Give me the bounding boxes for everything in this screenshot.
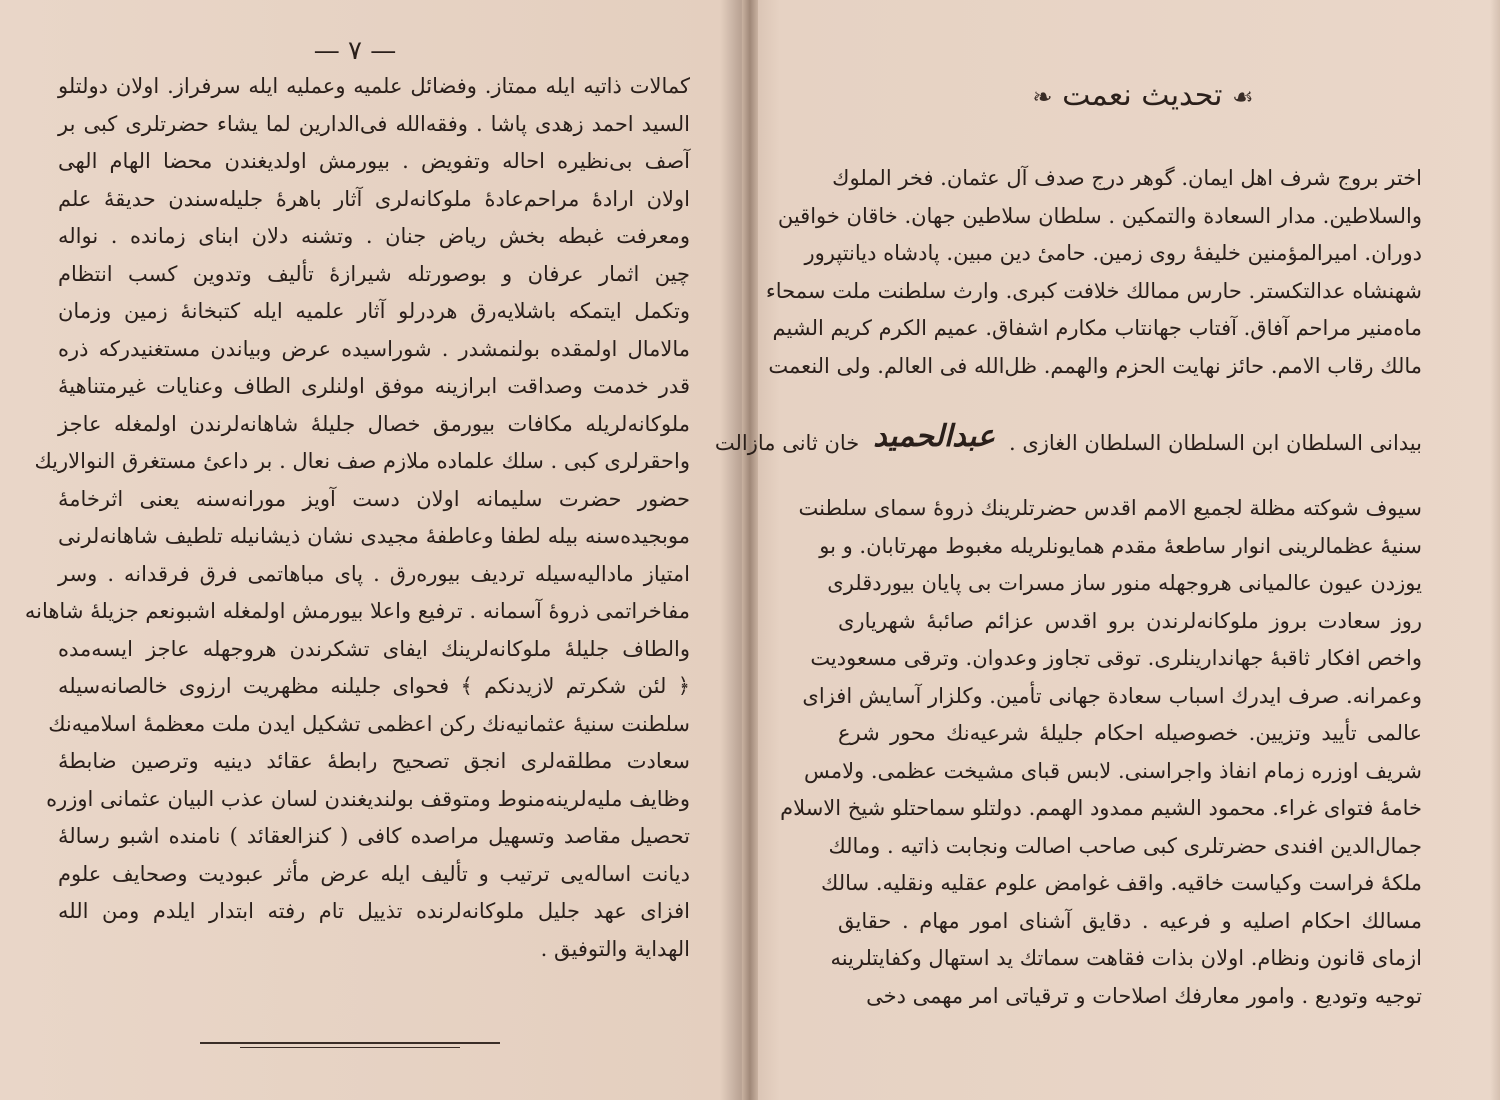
text-line: وتکمل ایتمکه باشلایه‌رق هردرلو آثار علمیه ایله کتبخانهٔ زمین وزمان — [58, 299, 690, 323]
right-page-text-bottom — [780, 490, 1422, 1015]
text-line: افزای عهد جلیل ملوکانه‌لرنده تذییل تام رفته ابتدار ایلدم ومن الله — [58, 899, 690, 923]
text-line: ازمای قانون ونظام. اولان بذات فقاهت سماتك ید استهال وکفایتلرینه — [830, 946, 1422, 970]
text-line: مالامال اولمقده بولنمشدر . شوراسیده عرض وبیاندن مستغنیدرکه ذره — [58, 336, 690, 361]
text-line: دیانت اساله‌یی ترتیب و تألیف ایله عرض مأثر عبودیت وصحایف علوم — [58, 861, 690, 886]
heading-ornament-left: ❧ — [1032, 83, 1053, 111]
heading-title: تحدیث نعمت — [1062, 78, 1223, 113]
text-line: ماه‌منیر مراحم آفاق. آفتاب جهانتاب مکارم اشفاق. عمیم الکرم کریم الشیم — [772, 316, 1422, 340]
text-line: ومعرفت غبطه بخش ریاض جنان . وتشنه دلان ابنای زمانده . نواله — [58, 224, 690, 248]
text-line: اختر بروج شرف اهل ایمان. گوهر درج صدف آل عثمان. فخر الملوك — [832, 166, 1422, 190]
text-line: مسالك احکام اصلیه و فرعیه . دقایق آشنای امور مهام . حقایق — [838, 908, 1422, 933]
tughra-signature: عبدالحمید — [873, 419, 995, 454]
right-page — [714, 0, 1500, 1100]
text-line: وعمرانه. صرف ایدرك اسباب سعادة جهانی تأمین. وکلزار آسایش افزای — [802, 683, 1422, 708]
text-line: والطاف جلیلهٔ ملوکانه‌لرینك ایفای تشکرندن هروجهله عاجز ایسه‌مده — [58, 636, 690, 661]
text-line: دوران. امیرالمؤمنین خلیفهٔ روی زمین. حامیٔ دین مبین. پادشاه دیانتپرور — [804, 241, 1422, 265]
text-line: قدر خدمت وصداقت ابرازینه موفق اولنلری الطاف وعنایات غیرمتناهیهٔ — [58, 374, 690, 398]
section-heading — [1018, 78, 1268, 113]
right-page-text-top — [765, 160, 1422, 385]
text-line: سنیهٔ عظمالرینی انوار ساطعهٔ مقدم همایونلریله مغبوط مهرتابان. و بو — [819, 533, 1422, 558]
text-line: مالك رقاب الامم. حائز نهایت الحزم والهمم. ظل‌الله فی العالم. ولی النعمت — [768, 353, 1422, 378]
page-edge — [1490, 0, 1500, 1100]
text-line: خامهٔ فتوای غراء. محمود الشیم ممدود الهمم. دولتلو سماحتلو شیخ الاسلام — [780, 796, 1422, 820]
end-rule — [200, 1042, 500, 1044]
text-line: جمال‌الدین افندی حضرتلری کبی صاحب اصالت ونجابت ذاتیه . ومالك — [828, 833, 1422, 858]
text-line: ملکهٔ فراست وکیاست خاقیه. واقف غوامض علوم عقلیه ونقلیه. سالك — [821, 871, 1422, 895]
text-line: مفاخراتمی ذروهٔ آسمانه . ترفیع واعلا بیورمش اولمغله اشبونعم جزیلهٔ شاهانه — [24, 599, 690, 623]
left-page — [0, 0, 742, 1100]
tughra-line-right: بیدانی السلطان ابن السلطان السلطان الغازی . — [1008, 430, 1422, 455]
page-number: — ٧ — — [313, 36, 397, 66]
text-line: آصف بی‌نظیره احاله وتفویض . بیورمش اولدیغندن محضا الهام الهی — [58, 149, 690, 173]
text-line: ملوکانه‌لریله مکافات بیورمق خصال جلیلهٔ شاهانه‌لرندن اولمغله عاجز — [58, 411, 690, 436]
text-line: عالمی تأیید وتزیین. خصوصیله احکام جلیلهٔ شرعیه‌نك محور شرع — [838, 721, 1422, 745]
text-line: الهدایة والتوفیق . — [540, 936, 690, 961]
text-line: اولان ارادهٔ مراحم‌عادهٔ ملوکانه‌لری آثار باهرهٔ جلیله‌سندن حدیقهٔ علم — [58, 186, 690, 211]
text-line: السید احمد زهدی پاشا . وفقه‌الله فی‌الدارین لما یشاء حضرتلری کبی بر — [58, 111, 690, 136]
tughra-line-left: خان ثانی مازالت — [714, 430, 860, 455]
tughra-line — [714, 419, 1422, 460]
text-line: ﴿ لئن شکرتم لازیدنکم ﴾ فحوای جلیلنه مظهریت ارزوی خالصانه‌سیله — [58, 674, 690, 698]
left-page-text — [24, 68, 690, 968]
text-line: سعادت مطلقه‌لری انجق تصحیح رابطهٔ عقائد دینیه وترصین ضابطهٔ — [58, 749, 690, 773]
text-line: حضور حضرت سلیمانه اولان دست آویز مورانه‌سنه یعنی اثرخامهٔ — [58, 486, 690, 511]
text-line: تحصیل مقاصد وتسهیل مراصده کافی ( کنزالعقائد ) نامنده اشبو رسالهٔ — [58, 824, 690, 848]
text-line: وظایف ملیه‌لرینه‌منوط ومتوقف بولندیغندن لسان عذب البیان عثمانی اوزره — [46, 786, 690, 811]
text-line: سیوف شوکته مظلة لجمیع الامم اقدس حضرتلرینك ذروهٔ سمای سلطنت — [798, 496, 1422, 520]
text-line: والسلاطین. مدار السعادة والتمکین . سلطان سلاطین جهان. خاقان خواقین — [777, 203, 1422, 228]
text-line: واحقرلری کبی . سلك علماده ملازم صف نعال . بر داعیٔ مستغرق النوالاریك — [34, 449, 690, 473]
text-line: امتیاز مادالیه‌سیله تردیف بیوره‌رق . پای مباهاتمی فرق فرقدانه . وسر — [58, 561, 690, 586]
heading-ornament-right: ☙ — [1232, 83, 1254, 111]
text-line: یوزدن عیون عالمیانی هروجهله منور ساز مسرات بی پایان بیوردقلری — [827, 571, 1422, 595]
text-line: موبجیده‌سنه بیله لطفا وعاطفهٔ مجیدی نشان ذیشانیله تلطیف شاهانه‌لرنی — [58, 524, 690, 548]
text-line: شهنشاه عدالتکستر. حارس ممالك خلافت کبری. وارث سلطنت ملت سمحاء — [765, 278, 1422, 303]
text-line: شریف اوزره زمام انفاذ واجراسنی. لابس قبای مشیخت عظمی. ولامس — [804, 758, 1422, 783]
text-line: کمالات ذاتیه ایله ممتاز. وفضائل علمیه وعملیه ایله سرفراز. اولان دولتلو — [58, 74, 690, 98]
text-line: واخص افکار ثاقبهٔ جهاندارینلری. توقی تجاوز وعدوان. وترقی مسعودیت — [810, 646, 1422, 670]
text-line: سلطنت سنیهٔ عثمانیه‌نك رکن اعظمی تشکیل ایدن ملت معظمهٔ اسلامیه‌نك — [48, 711, 690, 736]
book-gutter — [742, 0, 758, 1100]
text-line: توجیه وتودیع . وامور معارفك اصلاحات و ترقیاتی امر مهمی دخی — [866, 983, 1422, 1008]
text-line: روز سعادت بروز ملوکانه‌لرندن برو اقدس عزائم صائبهٔ شهریاری — [838, 608, 1422, 633]
text-line: چین اثمار عرفان و بوصورتله شیرازهٔ تألیف وتدوین کسب انتظام — [58, 261, 690, 286]
